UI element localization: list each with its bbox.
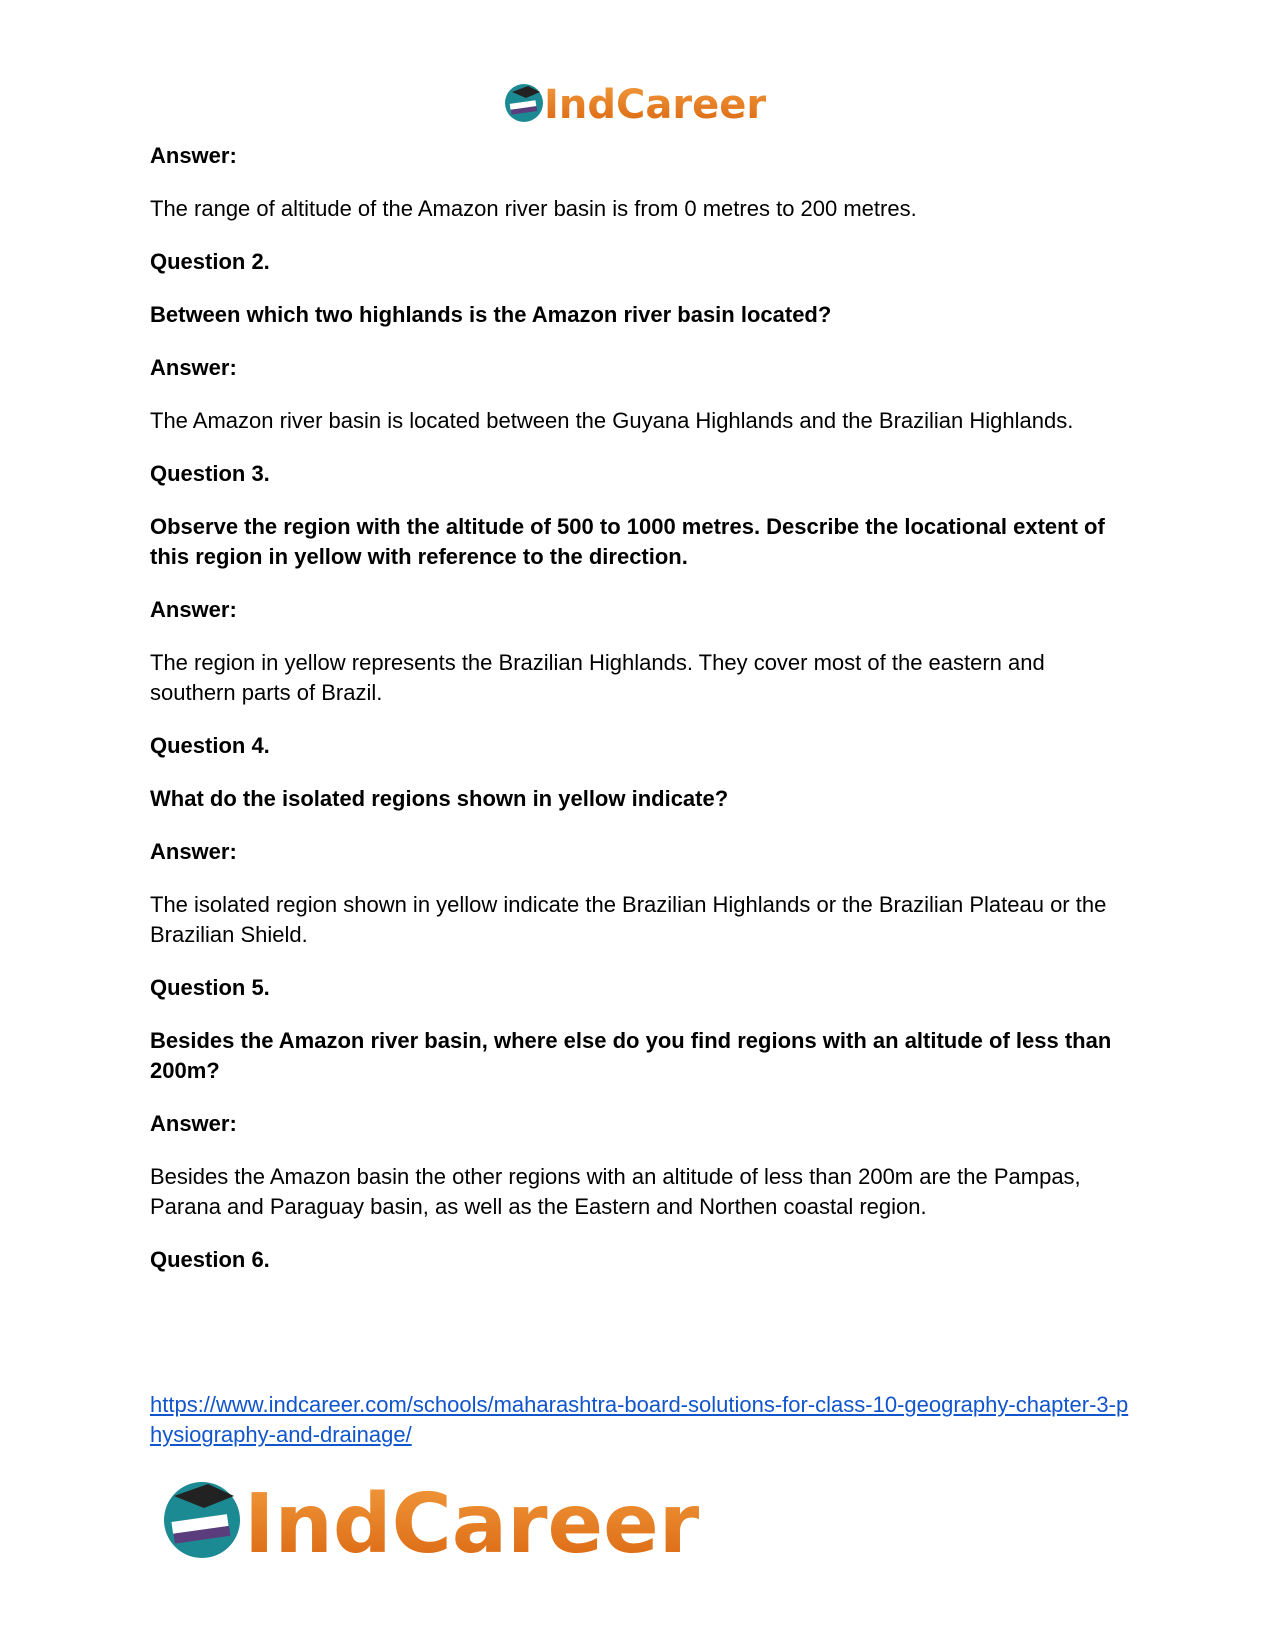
answer-text: The Amazon river basin is located between the Guyana Highlands and the Brazilian Highlands. [150,408,1074,433]
logo-text: IndCareer [544,82,767,128]
footer-logo [160,1468,720,1568]
question-label: Question 4. [150,733,270,758]
question-label: Question 3. [150,461,270,486]
question-label: Question 6. [150,1247,270,1272]
question-label: Question 2. [150,249,270,274]
question-text: Observe the region with the altitude of 500 to 1000 metres. Describe the locational extent of this region in yellow with reference to the direction. [150,514,1105,569]
answer-label: Answer: [150,1111,237,1136]
answer-label: Answer: [150,839,237,864]
question-text: What do the isolated regions shown in yellow indicate? [150,786,729,811]
logo-text: IndCareer [244,1477,700,1568]
question-text: Between which two highlands is the Amazon river basin located? [150,302,832,327]
answer-label: Answer: [150,597,237,622]
indcareer-logo-graphic [160,1468,720,1568]
answer-text: The range of altitude of the Amazon river basin is from 0 metres to 200 metres. [150,196,917,221]
answer-text: The region in yellow represents the Brazilian Highlands. They cover most of the eastern and southern parts of Brazil. [150,650,1045,705]
question-text: Besides the Amazon river basin, where else do you find regions with an altitude of less than 200m? [150,1028,1112,1083]
header-logo [504,78,774,128]
answer-label: Answer: [150,143,237,168]
answer-text: Besides the Amazon basin the other regions with an altitude of less than 200m are the Pampas, Parana and Paraguay basin, as well as the Eastern and Northen coastal region. [150,1164,1081,1219]
question-label: Question 5. [150,975,270,1000]
source-url-link[interactable]: https://www.indcareer.com/schools/maharashtra-board-solutions-for-class-10-geography-chapter-3-physiography-and-drainage/ [150,1392,1129,1447]
answer-text: The isolated region shown in yellow indicate the Brazilian Highlands or the Brazilian Plateau or the Brazilian Shield. [150,892,1107,947]
indcareer-logo-graphic [504,78,774,128]
answer-label: Answer: [150,355,237,380]
